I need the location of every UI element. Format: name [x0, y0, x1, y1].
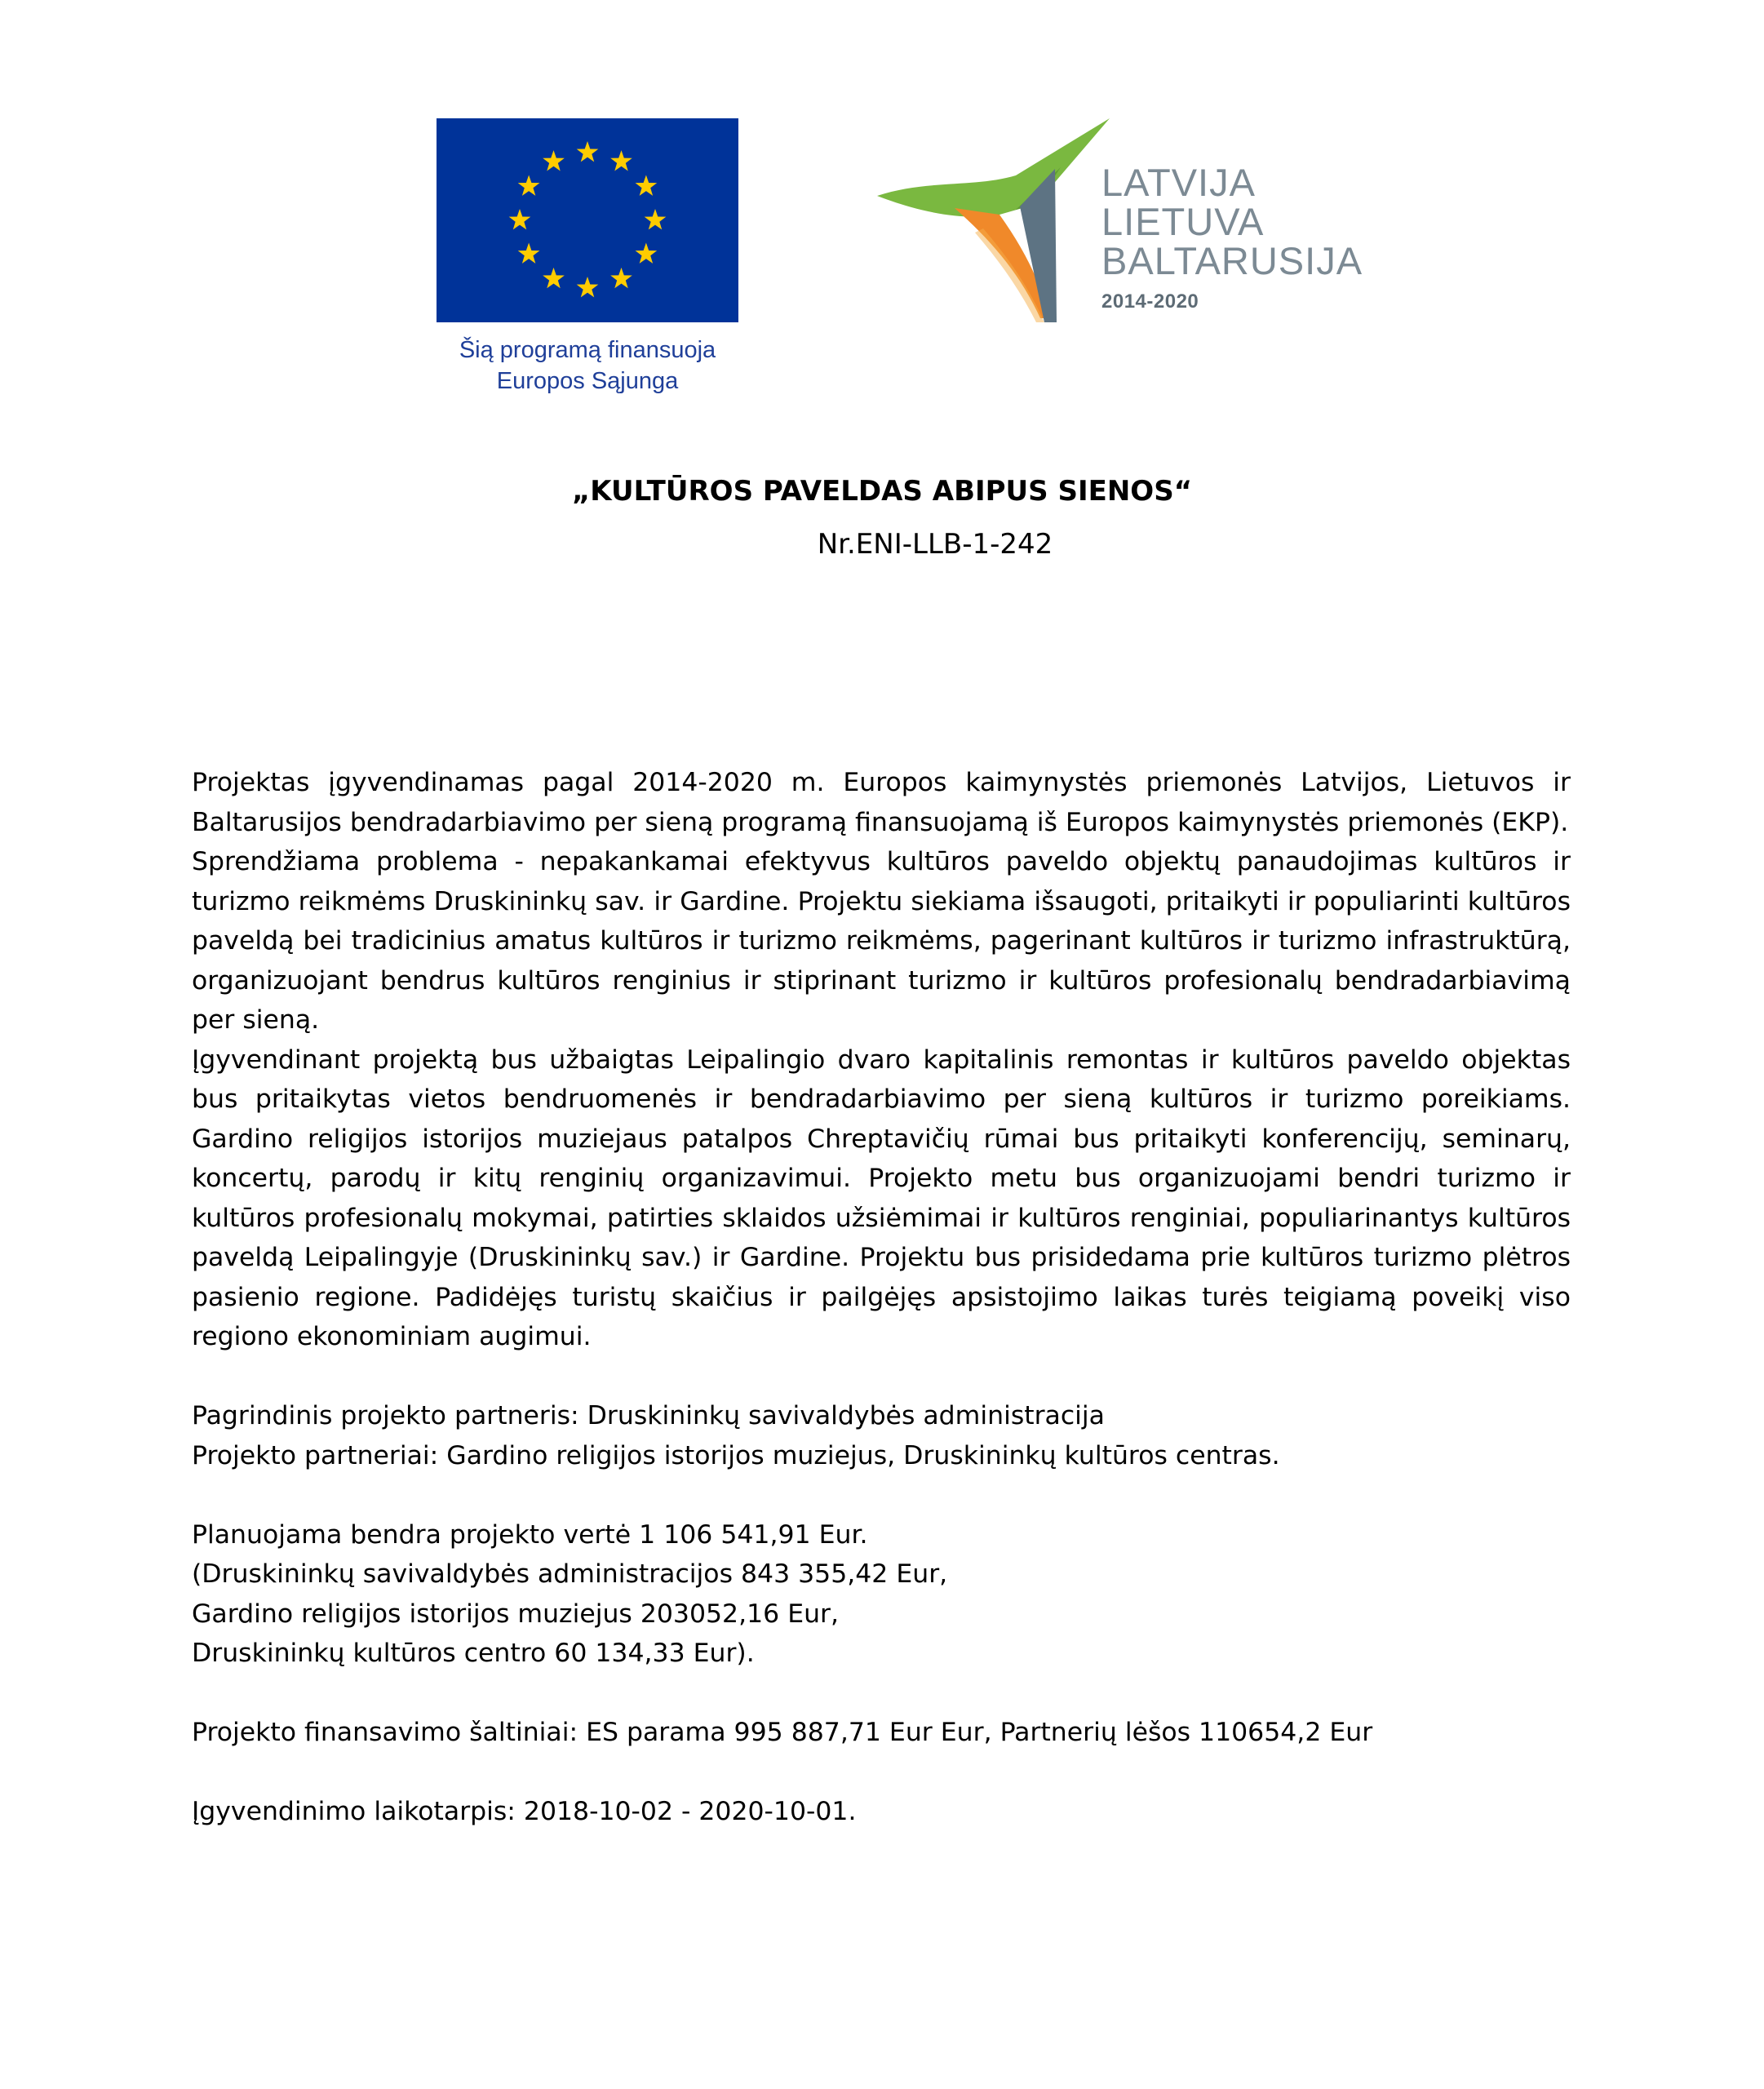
paragraph-intro: Projektas įgyvendinamas pagal 2014-2020 m. Europos kaimynystės priemonės Latvijos, Lietuvos ir Baltarusijos bendradarbiavimo per sieną programą finansuojamą iš Europos kaimynystės priemonės (EKP). — [192, 768, 1571, 837]
value-breakdown-line1: (Druskininkų savivaldybės administracijos 843 355,42 Eur, — [192, 1559, 948, 1589]
funding-line: Projekto finansavimo šaltiniai: ES parama 995 887,71 Eur Eur, Partnerių lėšos 110654,2 Eur — [192, 1718, 1373, 1747]
spacer — [192, 1475, 1571, 1515]
programme-mark-icon — [877, 118, 1122, 330]
eu-caption-line2: Europos Sąjunga — [496, 368, 679, 394]
spacer — [192, 1357, 1571, 1397]
eu-flag-icon — [437, 118, 738, 322]
eu-caption — [420, 335, 755, 397]
programme-logo-lietuva: LIETUVA — [1101, 200, 1265, 243]
document-body — [192, 763, 1571, 1832]
programme-logo-latvija: LATVIJA — [1101, 161, 1256, 204]
value-breakdown-line2: Gardino religijos istorijos muziejus 203052,16 Eur, — [192, 1599, 840, 1629]
paragraph-problem: Sprendžiama problema - nepakankamai efektyvus kultūros paveldo objektų panaudojimas kultūros ir turizmo reikmėms Druskininkų sav. ir Gardine. Projektu siekiama išsaugoti, pritaikyti ir populiarinti kultūros paveldą bei tradicinius amatus kultūros ir turizmo reikmėms, pagerinant kultūros ir turizmo infrastruktūrą, organizuojant bendrus kultūros renginius ir stiprinant turizmo ir kultūros profesionalų bendradarbiavimą per sieną. — [192, 847, 1571, 1035]
programme-logo-text — [1101, 163, 1363, 313]
eu-logo — [437, 118, 738, 404]
programme-logo-baltarusija: BALTARUSIJA — [1101, 239, 1363, 282]
paragraph-implementation: Įgyvendinant projektą bus užbaigtas Leipalingio dvaro kapitalinis remontas ir kultūros paveldo objektas bus pritaikytas vietos bendruomenės ir bendradarbiavimo per sieną kultūros ir turizmo poreikiams. Gardino religijos istorijos muziejaus patalpos Chreptavičių rūmai bus pritaikyti konferencijų, seminarų, koncertų, parodų ir kitų renginių organizavimui. Projekto metu bus organizuojami bendri turizmo ir kultūros profesionalų mokymai, patirties sklaidos užsiėmimai ir kultūros renginiai, populiarinantys kultūros paveldą Leipalingyje (Druskininkų sav.) ir Gardine. Projektu bus prisidedama prie kultūros turizmo plėtros pasienio regione. Padidėjęs turistų skaičius ir pailgėjęs apsistojimo laikas turės teigiamą poveikį viso regiono ekonominiam augimui. — [192, 1044, 1571, 1351]
spacer — [192, 1753, 1571, 1793]
programme-logo — [877, 118, 1367, 330]
main-partner-line: Pagrindinis projekto partneris: Druskininkų savivaldybės administracija — [192, 1401, 1105, 1430]
project-number: Nr.ENI-LLB-1-242 — [817, 528, 1053, 561]
project-title: „KULTŪROS PAVELDAS ABIPUS SIENOS“ — [571, 475, 1193, 508]
programme-logo-years: 2014-2020 — [1101, 291, 1199, 313]
value-total-line: Planuojama bendra projekto vertė 1 106 541,91 Eur. — [192, 1519, 868, 1550]
period-line: Įgyvendinimo laikotarpis: 2018-10-02 - 2020-10-01. — [192, 1797, 857, 1826]
eu-caption-line1: Šią programą finansuoja — [459, 337, 716, 363]
spacer — [192, 1674, 1571, 1714]
value-breakdown-line3: Druskininkų kultūros centro 60 134,33 Eur). — [192, 1639, 755, 1668]
partners-line: Projekto partneriai: Gardino religijos istorijos muziejus, Druskininkų kultūros centras. — [192, 1440, 1280, 1470]
